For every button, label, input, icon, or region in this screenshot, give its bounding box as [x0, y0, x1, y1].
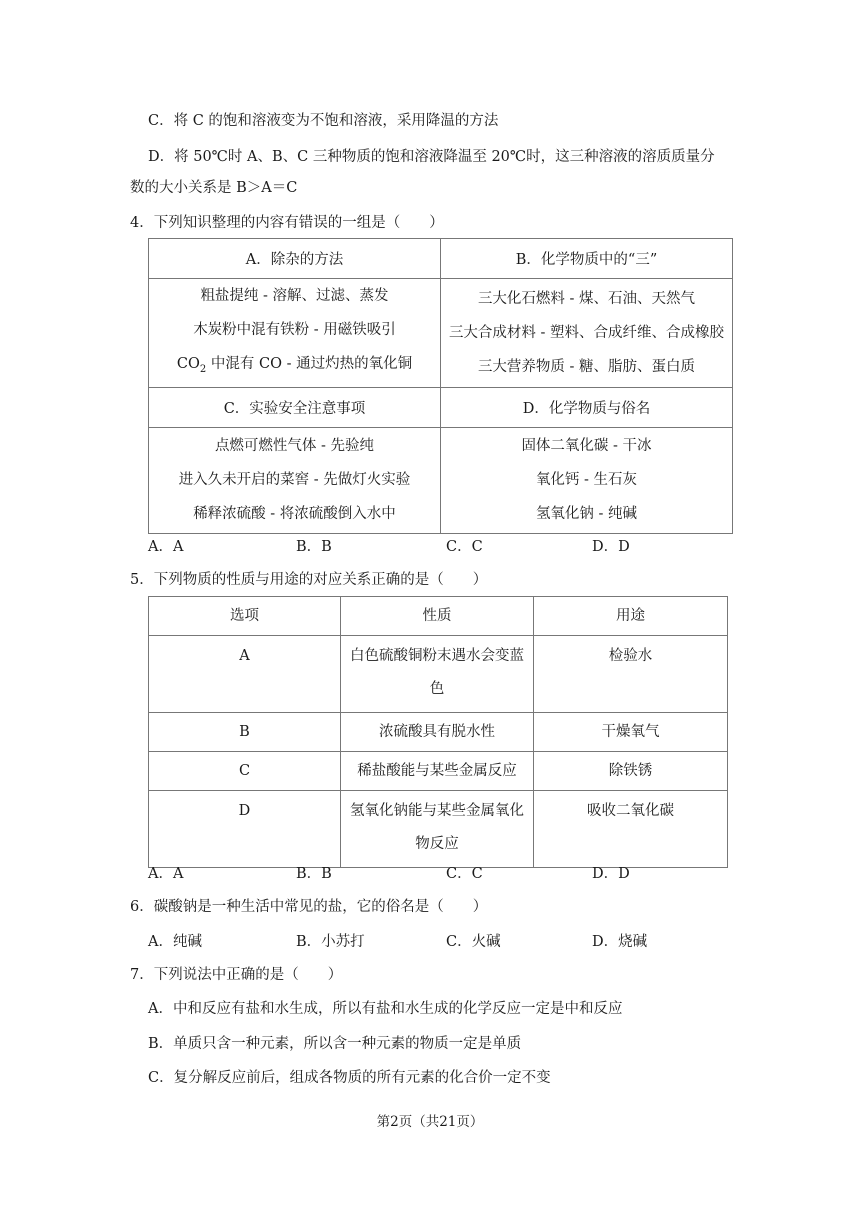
option-d: D．D	[592, 866, 630, 882]
q7-option-a: A．中和反应有盐和水生成，所以有盐和水生成的化学反应一定是中和反应	[148, 1001, 623, 1017]
option-c: C．C	[446, 866, 483, 882]
q7-stem: 7．下列说法中正确的是（ ）	[130, 967, 343, 983]
option-a: A．纯碱	[148, 934, 202, 950]
q4-b-items: 三大化石燃料 - 煤、石油、天然气 三大合成材料 - 塑料、合成纤维、合成橡胶 三大营养物质 - 糖、脂肪、蛋白质	[441, 279, 733, 388]
option-d: D．D	[592, 539, 630, 555]
q5-header: 性质	[341, 597, 534, 636]
option-c: C．火碱	[446, 934, 501, 950]
table-row: B 浓硫酸具有脱水性 干燥氧气	[149, 713, 728, 752]
q4-a-head: A．除杂的方法	[149, 239, 441, 279]
q4-options	[148, 537, 768, 557]
q5-table	[148, 596, 728, 868]
q5-header: 选项	[149, 597, 341, 636]
table-row: D 氢氧化钠能与某些金属氧化物反应 吸收二氧化碳	[149, 791, 728, 868]
prev-option-d-cont: 数的大小关系是 B＞A＝C	[130, 180, 298, 196]
option-b: B．B	[296, 866, 332, 882]
q4-d-head: D．化学物质与俗名	[441, 387, 733, 427]
q7-option-b: B．单质只含一种元素，所以含一种元素的物质一定是单质	[148, 1036, 522, 1052]
q5-header: 用途	[534, 597, 728, 636]
q5-options	[148, 864, 768, 884]
option-b: B．B	[296, 539, 332, 555]
option-b: B．小苏打	[296, 934, 365, 950]
prev-option-d: D．将 50℃时 A、B、C 三种物质的饱和溶液降温至 20℃时，这三种溶液的溶质质量分	[148, 149, 715, 165]
q6-stem: 6．碳酸钠是一种生活中常见的盐，它的俗名是（ ）	[130, 899, 488, 915]
q4-stem: 4．下列知识整理的内容有错误的一组是（ ）	[130, 215, 444, 231]
q7-option-c: C．复分解反应前后，组成各物质的所有元素的化合价一定不变	[148, 1070, 551, 1086]
table-row: C 稀盐酸能与某些金属反应 除铁锈	[149, 752, 728, 791]
q5-stem: 5．下列物质的性质与用途的对应关系正确的是（ ）	[130, 572, 488, 588]
q4-c-head: C．实验安全注意事项	[149, 387, 441, 427]
q4-a-items: 粗盐提纯 - 溶解、过滤、蒸发 木炭粉中混有铁粉 - 用磁铁吸引 $CO_2$ 中混有 CO - 通过灼热的氧化铜	[149, 279, 441, 388]
option-a: A．A	[148, 539, 184, 555]
q4-c-items: 点燃可燃性气体 - 先验纯 进入久未开启的菜窖 - 先做灯火实验 稀释浓硫酸 - 将浓硫酸倒入水中	[149, 427, 441, 533]
option-c: C．C	[446, 539, 483, 555]
q4-b-head: B．化学物质中的“三”	[441, 239, 733, 279]
q4-table	[148, 238, 733, 534]
option-a: A．A	[148, 866, 184, 882]
page-footer: 第2页（共21页）	[376, 1114, 484, 1130]
table-row: A 白色硫酸铜粉末遇水会变蓝色 检验水	[149, 636, 728, 713]
option-d: D．烧碱	[592, 934, 648, 950]
prev-option-c: C．将 C 的饱和溶液变为不饱和溶液，采用降温的方法	[148, 113, 499, 129]
q6-options	[148, 932, 768, 952]
q4-d-items: 固体二氧化碳 - 干冰 氧化钙 - 生石灰 氢氧化钠 - 纯碱	[441, 427, 733, 533]
